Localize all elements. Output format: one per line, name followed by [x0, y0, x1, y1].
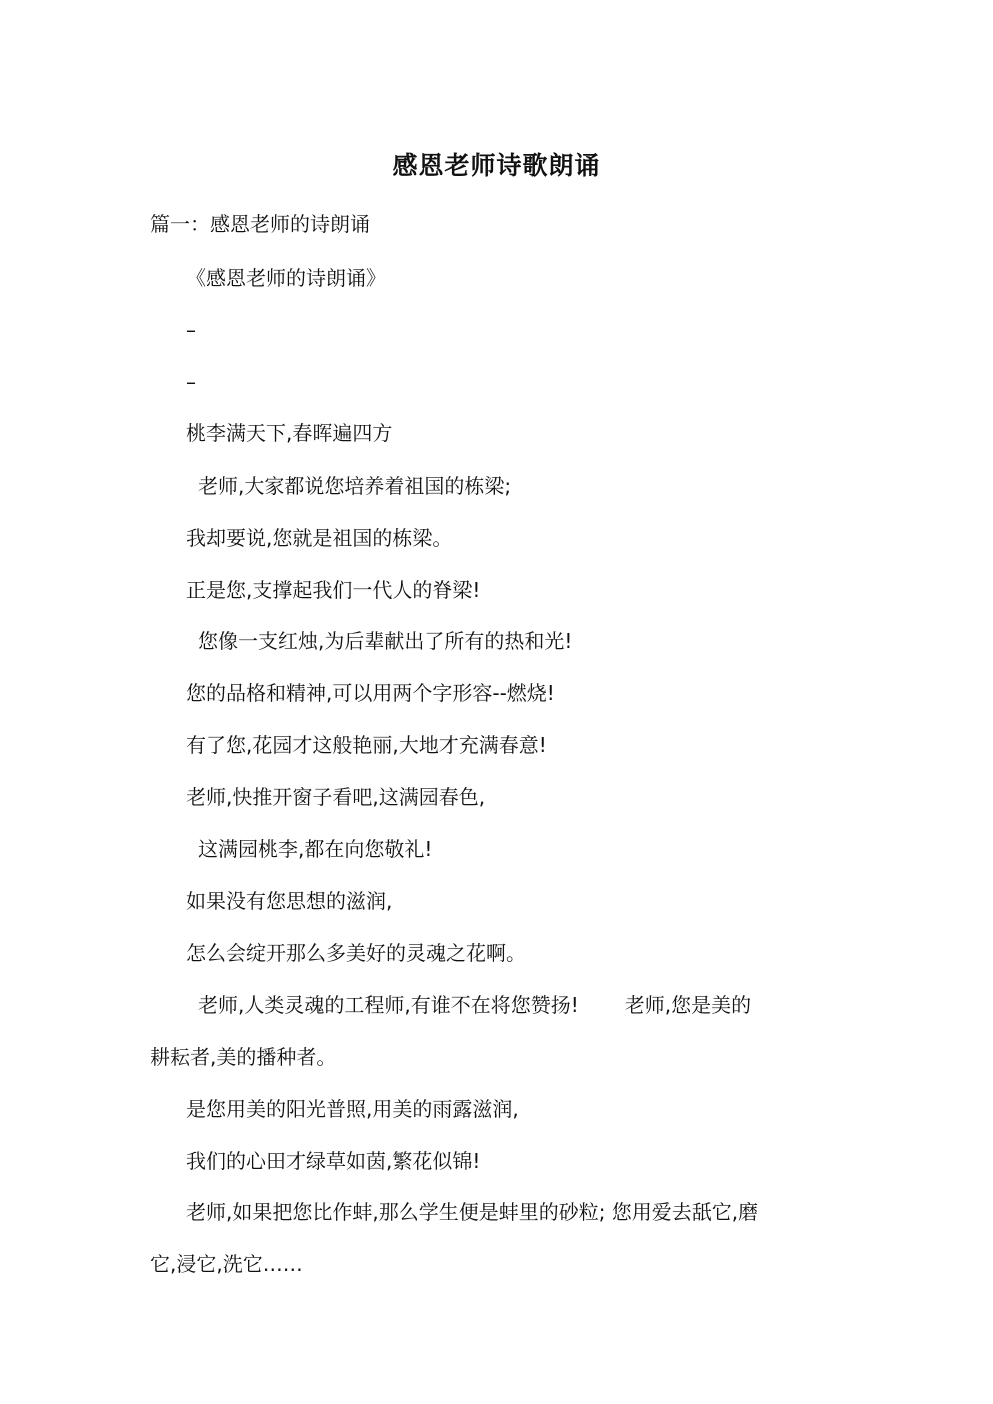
poem-line: 老师,快推开窗子看吧,这满园春色,: [186, 785, 486, 809]
page-title: 感恩老师诗歌朗诵: [392, 151, 601, 180]
poem-line: 您像一支红烛,为后辈献出了所有的热和光!: [198, 629, 573, 653]
poem-line: 我们的心田才绿草如茵,繁花似锦!: [186, 1149, 481, 1173]
poem-line: 耕耘者,美的播种者。: [150, 1045, 337, 1069]
poem-line: 怎么会绽开那么多美好的灵魂之花啊。: [186, 941, 526, 965]
poem-line: 您的品格和精神,可以用两个字形容--燃烧!: [186, 681, 555, 705]
poem-line: 老师,如果把您比作蚌,那么学生便是蚌里的砂粒; 您用爱去舐它,磨: [186, 1200, 759, 1224]
poem-line: 它,浸它,洗它……: [150, 1252, 303, 1276]
poem-line: 是您用美的阳光普照,用美的雨露滋润,: [186, 1097, 519, 1121]
poem-line: 如果没有您思想的滋润,: [186, 889, 393, 913]
dash-line: –: [186, 318, 196, 342]
poem-title: 《感恩老师的诗朗诵》: [186, 266, 386, 290]
poem-line: 老师,大家都说您培养着祖国的栋梁;: [198, 474, 512, 498]
section-heading: 篇一：感恩老师的诗朗诵: [150, 212, 370, 236]
poem-line: 有了您,花园才这般艳丽,大地才充满春意!: [186, 733, 547, 757]
dash-line: –: [186, 370, 196, 394]
poem-line: 我却要说,您就是祖国的栋梁。: [186, 526, 453, 550]
poem-line: 这满园桃李,都在向您敬礼!: [198, 837, 433, 861]
poem-line: 正是您,支撑起我们一代人的脊梁!: [186, 578, 481, 602]
poem-line: [198, 990, 751, 1020]
poem-line-part: 老师,人类灵魂的工程师,有谁不在将您赞扬!: [198, 993, 579, 1017]
poem-line-part: 老师,您是美的: [624, 993, 752, 1017]
poem-line: 桃李满天下,春晖遍四方: [186, 421, 393, 445]
